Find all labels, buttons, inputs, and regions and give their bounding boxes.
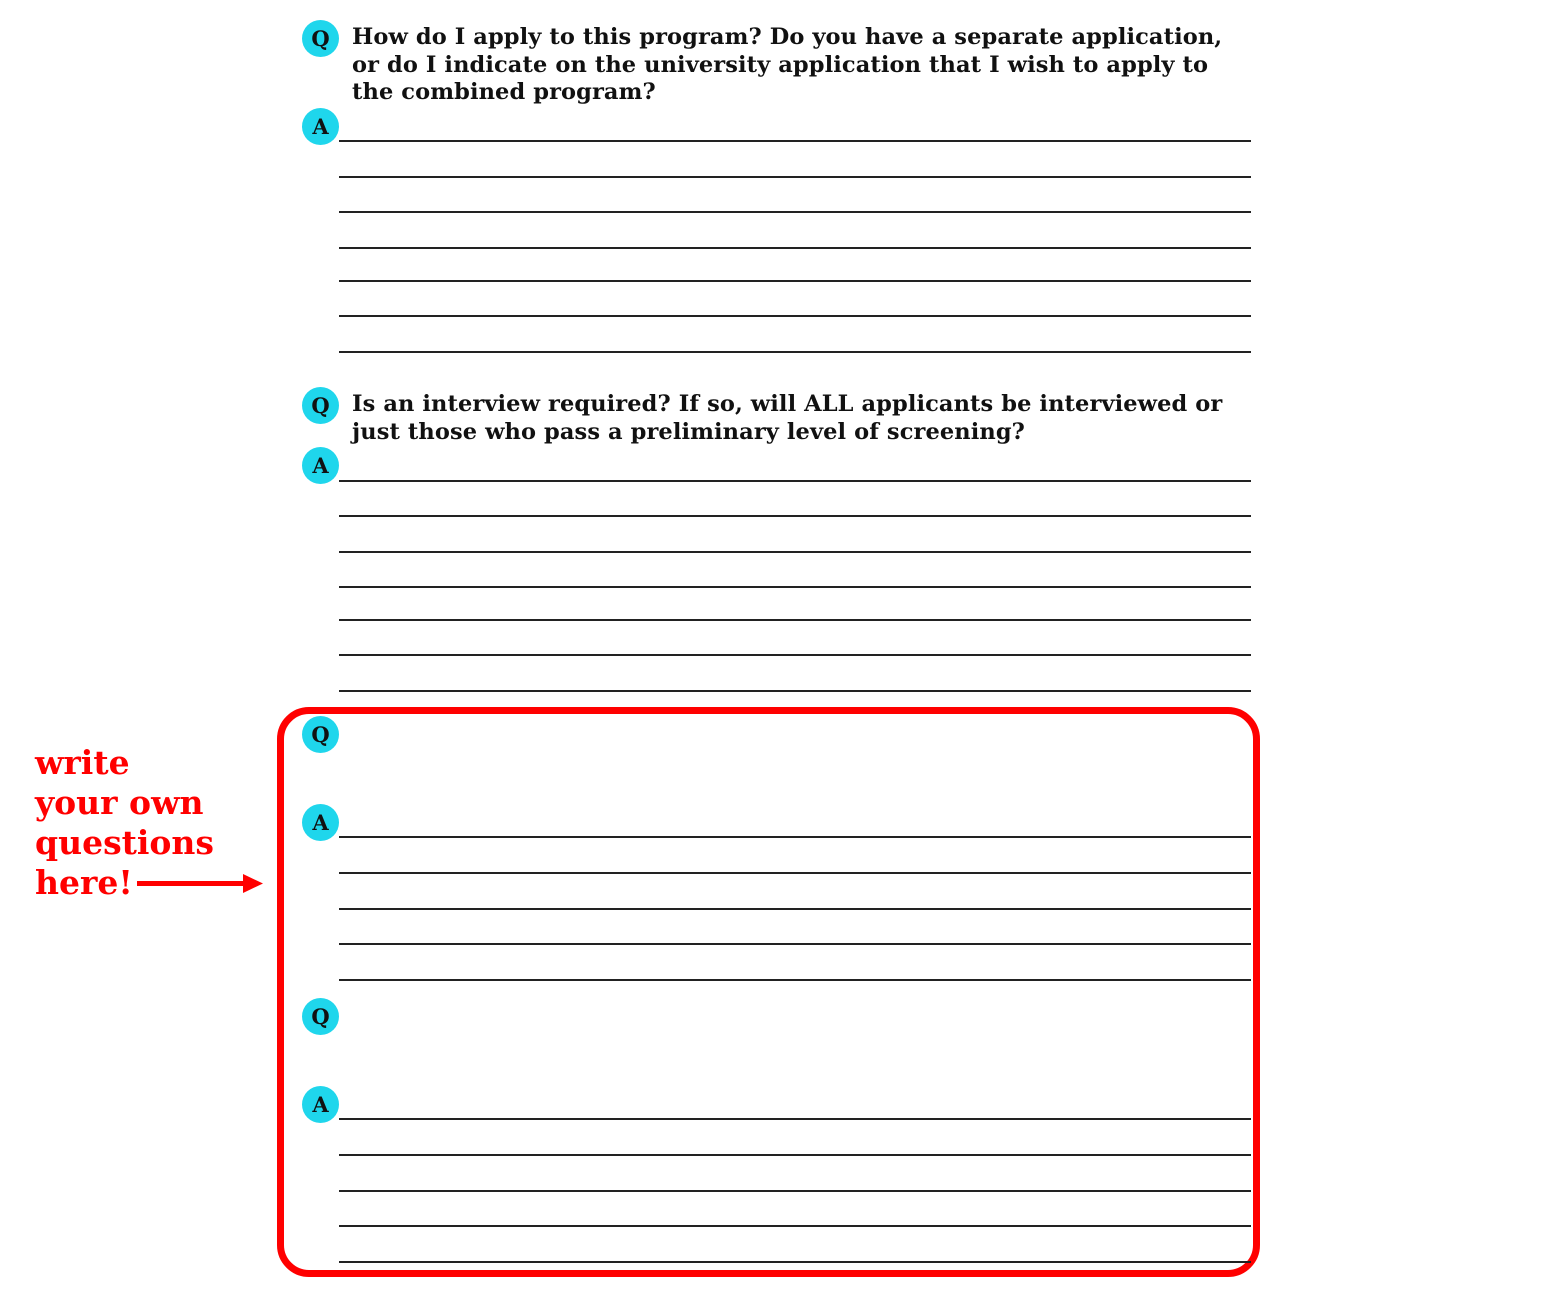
- answer-line[interactable]: [339, 315, 1251, 317]
- callout-line: your own: [35, 783, 204, 822]
- answer-line[interactable]: [339, 872, 1251, 874]
- question-marker: Q: [302, 716, 339, 753]
- question-text: Is an interview required? If so, will ALL applicants be interviewed or just those who pass a preliminary level of screening?: [352, 391, 1223, 445]
- answer-line[interactable]: [339, 1190, 1251, 1192]
- answer-line[interactable]: [339, 1118, 1251, 1120]
- answer-marker: A: [302, 804, 339, 841]
- answer-line[interactable]: [339, 351, 1251, 353]
- answer-line[interactable]: [339, 654, 1251, 656]
- answer-line[interactable]: [339, 211, 1251, 213]
- answer-line[interactable]: [339, 140, 1251, 142]
- answer-line[interactable]: [339, 586, 1251, 588]
- answer-line[interactable]: [339, 943, 1251, 945]
- arrow-right-icon: [137, 872, 265, 894]
- answer-line[interactable]: [339, 247, 1251, 249]
- callout-line: here!: [35, 863, 133, 902]
- callout-line: write: [35, 743, 130, 782]
- answer-marker: A: [302, 108, 339, 145]
- answer-line[interactable]: [339, 908, 1251, 910]
- question-text: How do I apply to this program? Do you have a separate application, or do I indicate on the university application that I wish to apply to the combined program?: [352, 24, 1223, 105]
- callout-line: questions: [35, 823, 215, 862]
- answer-line[interactable]: [339, 1225, 1251, 1227]
- answer-line[interactable]: [339, 1154, 1251, 1156]
- answer-line[interactable]: [339, 551, 1251, 553]
- answer-line[interactable]: [339, 836, 1251, 838]
- answer-marker: A: [302, 1086, 339, 1123]
- answer-line[interactable]: [339, 176, 1251, 178]
- answer-line[interactable]: [339, 280, 1251, 282]
- question-marker: Q: [302, 998, 339, 1035]
- answer-line[interactable]: [339, 690, 1251, 692]
- question-marker: Q: [302, 20, 339, 57]
- answer-line[interactable]: [339, 515, 1251, 517]
- answer-line[interactable]: [339, 480, 1251, 482]
- answer-line[interactable]: [339, 1261, 1251, 1263]
- answer-line[interactable]: [339, 619, 1251, 621]
- question-marker: Q: [302, 387, 339, 424]
- answer-marker: A: [302, 447, 339, 484]
- answer-line[interactable]: [339, 979, 1251, 981]
